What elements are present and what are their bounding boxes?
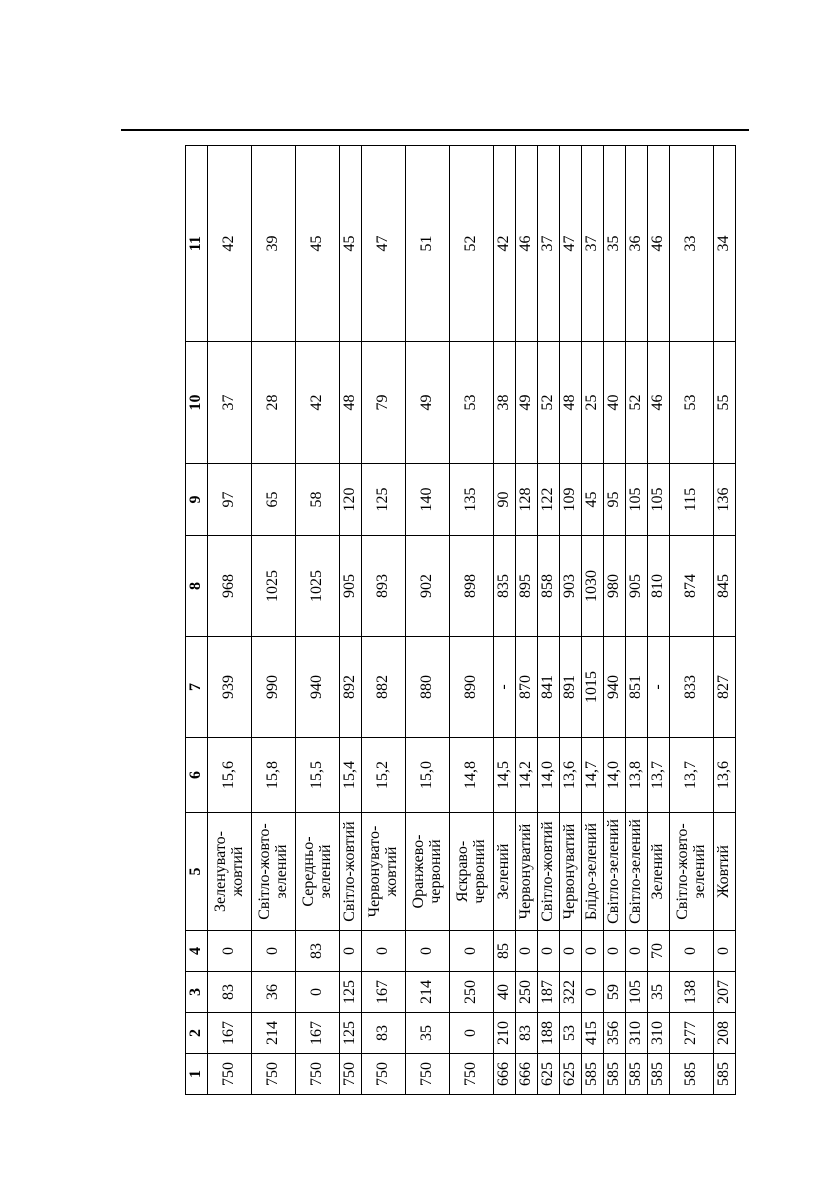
table-cell: 51 [406,146,450,342]
table-row [604,146,626,1095]
table-row [626,146,648,1095]
color-description-cell: Блідо-зелений [582,813,604,931]
table-cell: 70 [648,931,670,972]
table-cell: 25 [582,342,604,464]
table-cell: 45 [340,146,362,342]
table-cell: 833 [670,637,714,738]
table-cell: 1015 [582,637,604,738]
table-cell: 902 [406,536,450,637]
table-row [670,146,714,1095]
table-cell: 85 [494,931,516,972]
table-cell: 48 [340,342,362,464]
table-cell: 83 [516,1013,538,1054]
table-cell: 105 [648,464,670,536]
table-cell: 585 [626,1054,648,1095]
table-cell: 990 [252,637,296,738]
table-cell: 750 [362,1054,406,1095]
table-cell: 48 [560,342,582,464]
table-cell: 97 [208,464,252,536]
table-cell: 939 [208,637,252,738]
table-row [296,146,340,1095]
table-cell: 122 [538,464,560,536]
table-cell: 83 [296,931,340,972]
table-cell: 55 [714,342,736,464]
table-cell: - [648,637,670,738]
table-cell: 14,0 [538,738,560,813]
table-cell: 59 [604,972,626,1013]
table-cell: 845 [714,536,736,637]
table-cell: 874 [670,536,714,637]
table-cell: 42 [208,146,252,342]
table-cell: 810 [648,536,670,637]
table-cell: 14,5 [494,738,516,813]
table-cell: 52 [538,342,560,464]
table-cell: 0 [362,931,406,972]
table-cell: 0 [450,931,494,972]
table-cell: 46 [516,146,538,342]
table-cell: 79 [362,342,406,464]
table-cell: 45 [582,464,604,536]
table-cell: 33 [670,146,714,342]
table-cell: 0 [516,931,538,972]
table-cell: 36 [626,146,648,342]
color-description-cell: Оранжево-червоний [406,813,450,931]
table-cell: 0 [252,931,296,972]
table-cell: 940 [296,637,340,738]
table-cell: 666 [516,1054,538,1095]
table-cell: 35 [406,1013,450,1054]
table-cell: 115 [670,464,714,536]
table-cell: 39 [252,146,296,342]
table-cell: 35 [604,146,626,342]
table-cell: 125 [340,972,362,1013]
table-cell: 277 [670,1013,714,1054]
table-cell: 0 [604,931,626,972]
column-header-5: 5 [186,813,208,931]
table-cell: 13,7 [648,738,670,813]
table-cell: 250 [516,972,538,1013]
table-row [208,146,252,1095]
table-cell: 214 [406,972,450,1013]
table-cell: 38 [494,342,516,464]
table-cell: 0 [626,931,648,972]
table-cell: 892 [340,637,362,738]
table-cell: 37 [582,146,604,342]
table-cell: 750 [450,1054,494,1095]
table-cell: 0 [670,931,714,972]
table-cell: 46 [648,342,670,464]
table-cell: 585 [714,1054,736,1095]
table-cell: 34 [714,146,736,342]
column-header-4: 4 [186,931,208,972]
table-cell: 0 [582,931,604,972]
color-description-cell: Жовтий [714,813,736,931]
table-cell: 356 [604,1013,626,1054]
table-cell: 1025 [296,536,340,637]
color-description-cell: Світло-жовтий [340,813,362,931]
table-cell: 14,0 [604,738,626,813]
table-cell: 895 [516,536,538,637]
table-cell: 40 [604,342,626,464]
table-cell: 890 [450,637,494,738]
table-cell: 40 [494,972,516,1013]
table-cell: 13,6 [560,738,582,813]
table-cell: 625 [538,1054,560,1095]
column-header-7: 7 [186,637,208,738]
table-cell: 750 [340,1054,362,1095]
table-cell: 827 [714,637,736,738]
table-cell: 870 [516,637,538,738]
table-cell: 750 [208,1054,252,1095]
color-description-cell: Світло-жовто-зелений [670,813,714,931]
table-cell: 585 [670,1054,714,1095]
column-header-8: 8 [186,536,208,637]
table-cell: 135 [450,464,494,536]
table-cell: 625 [560,1054,582,1095]
table-cell: 13,7 [670,738,714,813]
table-cell: 0 [296,972,340,1013]
table-cell: 893 [362,536,406,637]
table-cell: 105 [626,972,648,1013]
table-row [560,146,582,1095]
table-cell: 52 [626,342,648,464]
table-cell: 207 [714,972,736,1013]
color-description-cell: Світло-жовто-зелений [252,813,296,931]
table-row [538,146,560,1095]
table-cell: 65 [252,464,296,536]
table-cell: 15,2 [362,738,406,813]
table-cell: 750 [252,1054,296,1095]
table-cell: 14,2 [516,738,538,813]
table-cell: 905 [340,536,362,637]
table-cell: 90 [494,464,516,536]
table-cell: 47 [362,146,406,342]
table-cell: 49 [406,342,450,464]
table-cell: 0 [714,931,736,972]
table-cell: 891 [560,637,582,738]
table-cell: 128 [516,464,538,536]
table-cell: 167 [362,972,406,1013]
table-cell: 940 [604,637,626,738]
table-cell: 0 [340,931,362,972]
table-cell: 53 [670,342,714,464]
table-row [450,146,494,1095]
table-cell: 42 [494,146,516,342]
table-cell: 37 [538,146,560,342]
table-cell: 52 [450,146,494,342]
table-cell: 0 [582,972,604,1013]
table-cell: 95 [604,464,626,536]
table-cell: 167 [296,1013,340,1054]
table-cell: 15,4 [340,738,362,813]
table-cell: 47 [560,146,582,342]
table-cell: 83 [208,972,252,1013]
color-description-cell: Світло-зелений [604,813,626,931]
color-description-cell: Червонуватий [516,813,538,931]
table-cell: 188 [538,1013,560,1054]
table-cell: 322 [560,972,582,1013]
table-row [516,146,538,1095]
table-cell: 905 [626,536,648,637]
color-description-cell: Світло-зелений [626,813,648,931]
table-cell: 13,6 [714,738,736,813]
table-row [494,146,516,1095]
table-row [648,146,670,1095]
column-header-1: 1 [186,1054,208,1095]
table-cell: 125 [340,1013,362,1054]
table-cell: 1030 [582,536,604,637]
table-cell: 1025 [252,536,296,637]
table-cell: 125 [362,464,406,536]
table-cell: 53 [450,342,494,464]
table-cell: 968 [208,536,252,637]
table-cell: 980 [604,536,626,637]
table-cell: 58 [296,464,340,536]
table-cell: 138 [670,972,714,1013]
column-header-10: 10 [186,342,208,464]
table-cell: 880 [406,637,450,738]
table-cell: 49 [516,342,538,464]
color-description-cell: Червонувато-жовтий [362,813,406,931]
table-cell: 208 [714,1013,736,1054]
table-cell: 835 [494,536,516,637]
table-cell: 666 [494,1054,516,1095]
table-cell: 310 [648,1013,670,1054]
color-description-cell: Зеленувато-жовтий [208,813,252,931]
color-description-cell: Середньо-зелений [296,813,340,931]
table-cell: 167 [208,1013,252,1054]
data-table [185,145,736,1095]
color-description-cell: Червонуватий [560,813,582,931]
table-row [340,146,362,1095]
table-cell: 105 [626,464,648,536]
table-cell: 210 [494,1013,516,1054]
table-cell: 750 [406,1054,450,1095]
table-cell: 28 [252,342,296,464]
table-cell: 109 [560,464,582,536]
table-cell: 15,5 [296,738,340,813]
column-header-6: 6 [186,738,208,813]
table-cell: 45 [296,146,340,342]
header-row [186,146,208,1095]
table-cell: 120 [340,464,362,536]
table-cell: 46 [648,146,670,342]
table-cell: 585 [582,1054,604,1095]
column-header-3: 3 [186,972,208,1013]
table-cell: 214 [252,1013,296,1054]
header-rule [121,129,749,131]
table-cell: 898 [450,536,494,637]
table-cell: 14,8 [450,738,494,813]
color-description-cell: Зелений [648,813,670,931]
table-cell: 585 [648,1054,670,1095]
table-cell: 36 [252,972,296,1013]
table-cell: 15,6 [208,738,252,813]
table-cell: 585 [604,1054,626,1095]
table-cell: 858 [538,536,560,637]
table-cell: 882 [362,637,406,738]
table-cell: 0 [538,931,560,972]
table-cell: 0 [450,1013,494,1054]
table-cell: 42 [296,342,340,464]
table-cell: 415 [582,1013,604,1054]
color-description-cell: Яскраво-червоний [450,813,494,931]
table-cell: 310 [626,1013,648,1054]
table-cell: 0 [406,931,450,972]
table-row [714,146,736,1095]
color-description-cell: Світло-жовтий [538,813,560,931]
table-cell: 14,7 [582,738,604,813]
table-cell: 83 [362,1013,406,1054]
table-cell: 136 [714,464,736,536]
table-row [362,146,406,1095]
table-cell: 15,0 [406,738,450,813]
table-cell: 15,8 [252,738,296,813]
table-cell: 0 [560,931,582,972]
rotated-table-container [185,146,733,1095]
table-cell: - [494,637,516,738]
table-cell: 851 [626,637,648,738]
table-cell: 903 [560,536,582,637]
table-cell: 37 [208,342,252,464]
column-header-2: 2 [186,1013,208,1054]
table-cell: 0 [208,931,252,972]
column-header-9: 9 [186,464,208,536]
table-cell: 53 [560,1013,582,1054]
table-cell: 35 [648,972,670,1013]
table-cell: 13,8 [626,738,648,813]
table-cell: 187 [538,972,560,1013]
table-cell: 140 [406,464,450,536]
table-cell: 250 [450,972,494,1013]
table-cell: 841 [538,637,560,738]
table-body [208,146,736,1095]
table-cell: 750 [296,1054,340,1095]
color-description-cell: Зелений [494,813,516,931]
table-row [406,146,450,1095]
table-row [582,146,604,1095]
table-row [252,146,296,1095]
column-header-11: 11 [186,146,208,342]
